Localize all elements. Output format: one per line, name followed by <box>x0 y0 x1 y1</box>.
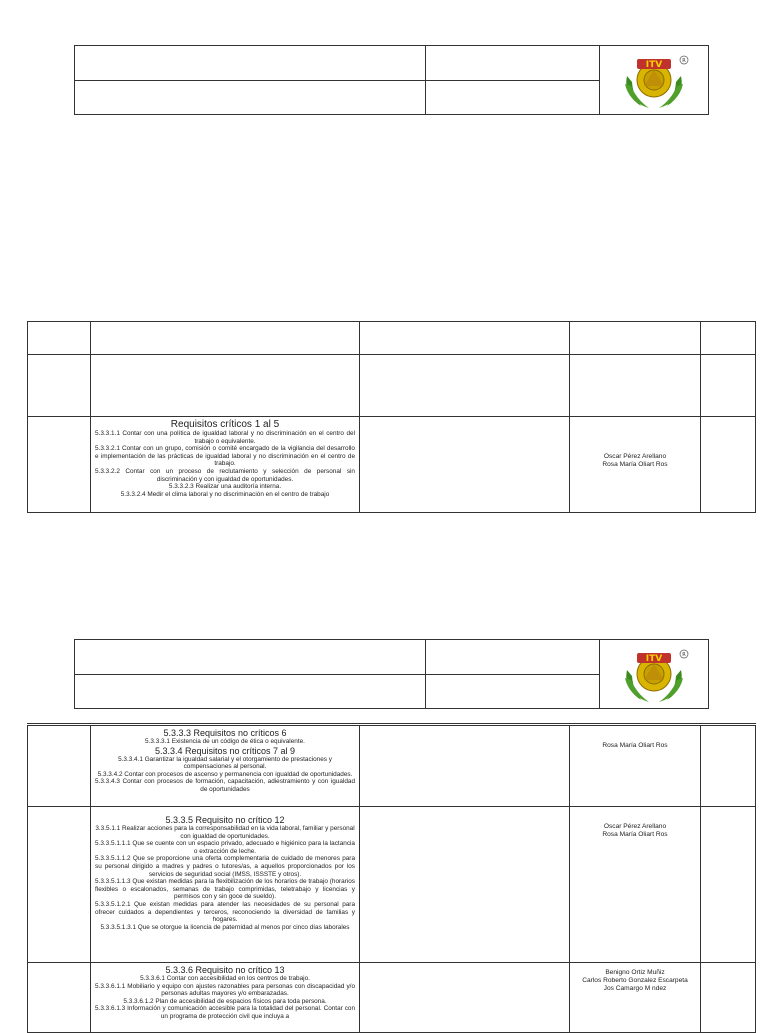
requirements-cell <box>91 807 360 963</box>
table-cell <box>28 417 91 513</box>
responsable-name: Benigno Ortiz Muñiz <box>605 969 665 976</box>
requirement-item: 5.3.3.5.1.1.2 Que se proporcione una oferta complementaria de cuidado de menores para su personal dirigido a madres y padres o tutores/as, a aquellos proporcionados por los servicios de seguridad social (IMSS, ISSSTE y otros). <box>95 855 355 878</box>
itv-logo <box>599 640 709 708</box>
requirement-item: 3.3.5.1.1 Realizar acciones para la corresponsabilidad en la vida laboral, familiar y personal con igualdad de oportunidades. <box>95 825 355 840</box>
requirement-item: 5.3.3.2.4 Medir el clima laboral y no discriminación en el centro de trabajo <box>120 490 330 498</box>
requirement-item: 5.3.3.6.1.2 Plan de accesibilidad de espacios físicos para toda persona. <box>123 997 327 1005</box>
table-cell <box>360 807 570 963</box>
table-cell <box>28 355 91 417</box>
requirement-item: 5.3.3.1.1 Contar con una política de igualdad laboral y no discriminación en el centro del trabajo o equivalente. <box>95 430 355 445</box>
header-cell <box>75 640 426 675</box>
requirement-item: 5.3.3.5.1.3.1 Que se otorgue la licencia de paternidad al menos por cinco días laborales <box>100 923 350 931</box>
header-cell <box>425 674 600 708</box>
table-cell <box>570 322 701 355</box>
table-cell <box>701 322 756 355</box>
table-cell <box>360 417 570 513</box>
section-title: 5.3.3.6 Requisito no crítico 13 <box>165 965 285 975</box>
table-cell <box>570 355 701 417</box>
table-cell <box>91 355 360 417</box>
requirements-cell <box>91 725 360 807</box>
table-cell <box>701 355 756 417</box>
header-cell <box>425 46 600 81</box>
table-row <box>28 807 756 963</box>
table-row <box>28 963 756 1033</box>
responsable-name: Jos Camargo M ndez <box>603 985 667 992</box>
svg-text:R: R <box>682 652 686 658</box>
responsable-name: Oscar Pérez Arellano <box>603 823 667 830</box>
banner-icon <box>637 59 671 70</box>
banner-icon <box>637 653 671 664</box>
header-cell <box>425 640 600 675</box>
requirement-item: 5.3.3.2.2 Contar con un proceso de reclutamiento y selección de personal sin discriminación y con igualdad de oportunidades. <box>95 467 355 483</box>
itv-logo <box>599 46 709 114</box>
responsable-name: Rosa María Oliart Ros <box>602 461 668 468</box>
table-cell <box>701 725 756 807</box>
table-cell <box>91 322 360 355</box>
requirement-item: 5.3.3.6.1.1 Mobiliario y equipo con ajustes razonables para personas con discapacidad y/o personas adultas mayores y/o embarazadas. <box>95 982 355 998</box>
requirement-item: 5.3.3.4.3 Contar con procesos de formación, capacitación, adiestramiento y con igualdad de oportunidades <box>95 778 355 793</box>
table-cell <box>28 963 91 1033</box>
responsables-cell <box>570 725 701 807</box>
responsable-name: Rosa María Oliart Ros <box>602 742 668 749</box>
table-cell <box>701 807 756 963</box>
responsable-name: Rosa María Oliart Ros <box>602 831 668 838</box>
table-row <box>28 417 756 513</box>
header-table-2 <box>74 639 709 709</box>
section-title: Requisitos críticos 1 al 5 <box>170 419 280 430</box>
section-title: 5.3.3.3 Requisitos no críticos 6 <box>163 728 287 738</box>
table-row <box>28 725 756 807</box>
requirement-item: 5.3.3.4.2 Contar con procesos de ascenso y permanencia con igualdad de oportunidades. <box>97 770 353 778</box>
svg-text:ITV: ITV <box>645 654 663 664</box>
table-row <box>28 355 756 417</box>
requirement-item: 5.3.3.6.1 Contar con accesibilidad en los centros de trabajo. <box>140 975 310 982</box>
requirement-item: 5.3.3.5.1.2.1 Que existan medidas para atender las necesidades de su personal para ofrecer cuidados a dependientes y terceros, reconociendo la diversidad de familias y hogares. <box>95 900 355 924</box>
table-cell <box>360 963 570 1033</box>
header-cell <box>425 80 600 114</box>
svg-text:ITV: ITV <box>645 60 663 70</box>
requirement-item: 5.3.3.2.3 Realizar una auditoría interna. <box>168 483 282 491</box>
requirements-table-2 <box>27 723 756 1033</box>
responsables-cell <box>570 807 701 963</box>
table-cell <box>28 725 91 807</box>
responsable-name: Carlos Roberto Gonzalez Escarpeta <box>582 977 688 984</box>
requirement-item: 5.3.3.6.1.3 Información y comunicación accesible para la totalidad del personal. Contar con un programa de protección civil que incluya a <box>95 1005 355 1020</box>
responsables-cell <box>570 963 701 1033</box>
requirement-item: 5.3.3.2.1 Contar con un grupo, comisión o comité encargado de la vigilancia del desarrollo e implementación de las prácticas de igualdad laboral y no discriminación en el centro de trabajo. <box>95 445 355 468</box>
svg-text:R: R <box>682 58 686 64</box>
header-cell <box>75 674 426 708</box>
requirement-item: 5.3.3.3.1 Existencia de un código de ética o equivalente. <box>145 738 305 745</box>
requirements-cell <box>91 963 360 1033</box>
requirement-item: 5.3.3.4.1 Garantizar la igualdad salarial y el otorgamiento de prestaciones y compensaciones al personal. <box>118 755 332 771</box>
requirement-item: 5.3.3.5.1.1.3 Que existan medidas para la flexibilización de los horarios de trabajo (horarios flexibles o escalonados, semanas de trabajo comprimidas, teletrabajo y licencias y permisos con y sin goce de sueldo). <box>95 878 355 901</box>
header-cell <box>75 46 426 81</box>
section-title: 5.3.3.4 Requisitos no críticos 7 al 9 <box>154 745 296 756</box>
table-cell <box>701 417 756 513</box>
table-cell <box>28 807 91 963</box>
table-cell <box>360 355 570 417</box>
section-title: 5.3.3.5 Requisito no crítico 12 <box>165 815 285 825</box>
requirement-item: 5.3.3.5.1.1.1 Que se cuente con un espacio privado, adecuado e higiénico para la lactancia o extracción de leche. <box>95 840 355 855</box>
table-cell <box>701 963 756 1033</box>
responsables-cell <box>570 417 701 513</box>
header-table-1 <box>74 45 709 115</box>
table-cell <box>360 725 570 807</box>
responsable-name: Oscar Pérez Arellano <box>603 453 667 460</box>
requirements-cell <box>91 417 360 513</box>
table-cell <box>28 322 91 355</box>
table-cell <box>360 322 570 355</box>
header-cell <box>75 80 426 114</box>
table-header-row <box>28 322 756 355</box>
requirements-table-1 <box>27 321 756 513</box>
